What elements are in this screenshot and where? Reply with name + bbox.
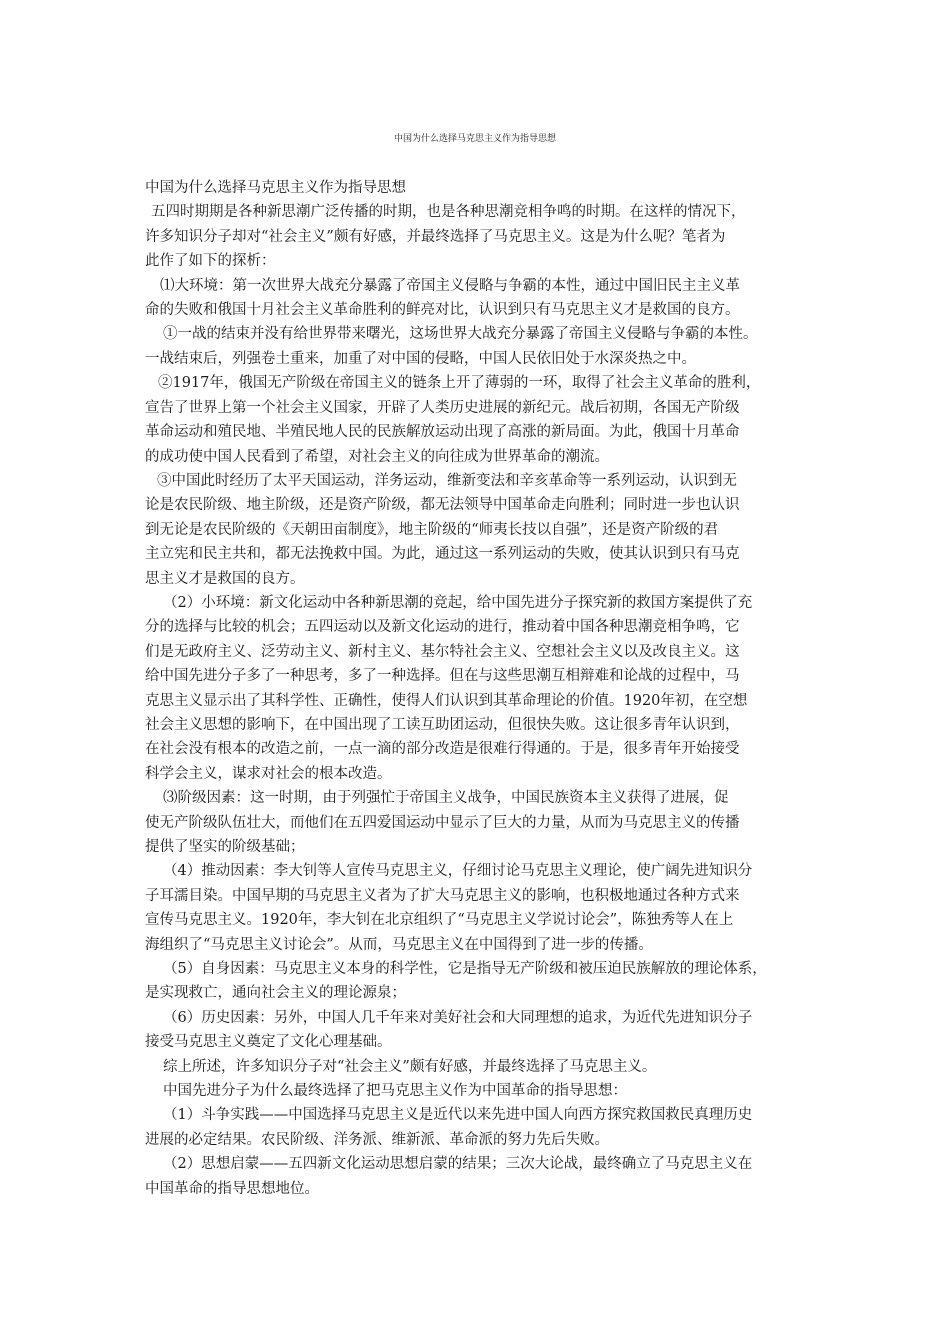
paragraph-line: 克思主义显示出了其科学性、正确性，使得人们认识到其革命理论的价值。1920年初，在空想	[145, 693, 748, 709]
paragraph-line: ⑶阶级因素：这一时期，由于列强忙于帝国主义战争，中国民族资本主义获得了进展，促	[163, 790, 729, 806]
paragraph-line: 综上所述，许多知识分子对“社会主义”颇有好感，并最终选择了马克思主义。	[163, 1059, 657, 1075]
paragraph-line: 提供了坚实的阶级基础；	[145, 839, 305, 855]
paragraph-line: 中国先进分子为什么最终选择了把马克思主义作为中国革命的指导思想：	[163, 1083, 627, 1099]
paragraph-line: 们是无政府主义、泛劳动主义、新村主义、基尔特社会主义、空想社会主义以及改良主义。这	[145, 644, 740, 660]
paragraph-line: （6）历史因素：另外，中国人几千年来对美好社会和大同理想的追求，为近代先进知识分子	[163, 1010, 753, 1026]
paragraph-line: ③中国此时经历了太平天国运动，洋务运动，维新变法和辛亥革命等一系列运动，认识到无	[157, 473, 737, 489]
paragraph-line: 宣传马克思主义。1920年，李大钊在北京组织了“马克思主义学说讨论会”，陈独秀等人在上	[145, 912, 734, 928]
paragraph-line: （4）推动因素：李大钊等人宣传马克思主义，仔细讨论马克思主义理论，使广阔先进知识分	[163, 863, 753, 879]
paragraph-line: 中国为什么选择马克思主义作为指导思想	[145, 180, 406, 196]
paragraph-line: 许多知识分子却对“社会主义”颇有好感，并最终选择了马克思主义。这是为什么呢？笔者为	[145, 229, 726, 245]
paragraph-line: 在社会没有根本的改造之前，一点一滴的部分改造是很难行得通的。于是，很多青年开始接受	[145, 741, 740, 757]
paragraph-line: 子耳濡目染。中国早期的马克思主义者为了扩大马克思主义的影响，也积极地通过各种方式来	[145, 888, 740, 904]
paragraph-line: 思主义才是救国的良方。	[145, 571, 305, 587]
paragraph-line: 命的失败和俄国十月社会主义革命胜利的鲜亮对比，认识到只有马克思主义才是救国的良方。	[145, 302, 740, 318]
paragraph-line: （5）自身因素：马克思主义本身的科学性，它是指导无产阶级和被压迫民族解放的理论体系，	[163, 961, 767, 977]
paragraph-line: 五四时期期是各种新思潮广泛传播的时期，也是各种思潮竞相争鸣的时期。在这样的情况下，	[151, 204, 746, 220]
paragraph-line: （1）斗争实践——中国选择马克思主义是近代以来先进中国人向西方探究救国救民真理历史	[163, 1107, 753, 1123]
paragraph-line: 中国革命的指导思想地位。	[145, 1181, 319, 1197]
paragraph-line: （2）思想启蒙——五四新文化运动思想启蒙的结果；三次大论战，最终确立了马克思主义在	[163, 1156, 753, 1172]
paragraph-line: 社会主义思想的影响下，在中国出现了工读互助团运动，但很快失败。这让很多青年认识到，	[145, 717, 740, 733]
paragraph-line: 使无产阶级队伍壮大，而他们在五四爱国运动中显示了巨大的力量，从而为马克思主义的传播	[145, 815, 740, 831]
paragraph-line: ②1917年，俄国无产阶级在帝国主义的链条上开了薄弱的一环，取得了社会主义革命的胜利，	[158, 375, 761, 391]
paragraph-line: 主立宪和民主共和，都无法挽救中国。为此，通过这一系列运动的失败，使其认识到只有马克	[145, 546, 740, 562]
paragraph-line: 此作了如下的探析：	[145, 253, 276, 269]
paragraph-line: （2）小环境：新文化运动中各种新思潮的竞起，给中国先进分子探究新的救国方案提供了充	[163, 595, 753, 611]
paragraph-line: 论是农民阶级、地主阶级，还是资产阶级，都无法领导中国革命走向胜利；同时进一步也认识	[145, 497, 740, 513]
paragraph-line: ①一战的结束并没有给世界带来曙光，这场世界大战充分暴露了帝国主义侵略与争霸的本性。	[163, 326, 758, 342]
paragraph-line: 是实现救亡，通向社会主义的理论源泉；	[145, 985, 406, 1001]
paragraph-line: 宣告了世界上第一个社会主义国家，开辟了人类历史进展的新纪元。战后初期，各国无产阶级	[145, 400, 740, 416]
paragraph-line: 给中国先进分子多了一种思考，多了一种选择。但在与这些思潮互相辩难和论战的过程中，马	[145, 668, 740, 684]
paragraph-line: 到无论是农民阶级的《天朝田亩制度》，地主阶级的“师夷长技以自强”，还是资产阶级的君	[145, 522, 719, 538]
paragraph-line: ⑴大环境：第一次世界大战充分暴露了帝国主义侵略与争霸的本性，通过中国旧民主主义革	[160, 278, 740, 294]
document-title: 中国为什么选择马克思主义作为指导思想	[393, 134, 556, 144]
paragraph-line: 一战结束后，列强卷土重来，加重了对中国的侵略，中国人民依旧处于水深炎热之中。	[145, 351, 696, 367]
paragraph-line: 革命运动和殖民地、半殖民地人民的民族解放运动出现了高涨的新局面。为此，俄国十月革命	[145, 424, 740, 440]
paragraph-line: 分的选择与比较的机会；五四运动以及新文化运动的进行，推动着中国各种思潮竞相争鸣，它	[145, 619, 740, 635]
paragraph-line: 科学会主义，谋求对社会的根本改造。	[145, 766, 392, 782]
paragraph-line: 海组织了“马克思主义讨论会”。从而，马克思主义在中国得到了进一步的传播。	[145, 937, 653, 953]
paragraph-line: 接受马克思主义奠定了文化心理基础。	[145, 1034, 392, 1050]
paragraph-line: 进展的必定结果。农民阶级、洋务派、维新派、革命派的努力先后失败。	[145, 1132, 609, 1148]
paragraph-line: 的成功使中国人民看到了希望，对社会主义的向往成为世界革命的潮流。	[145, 449, 609, 465]
